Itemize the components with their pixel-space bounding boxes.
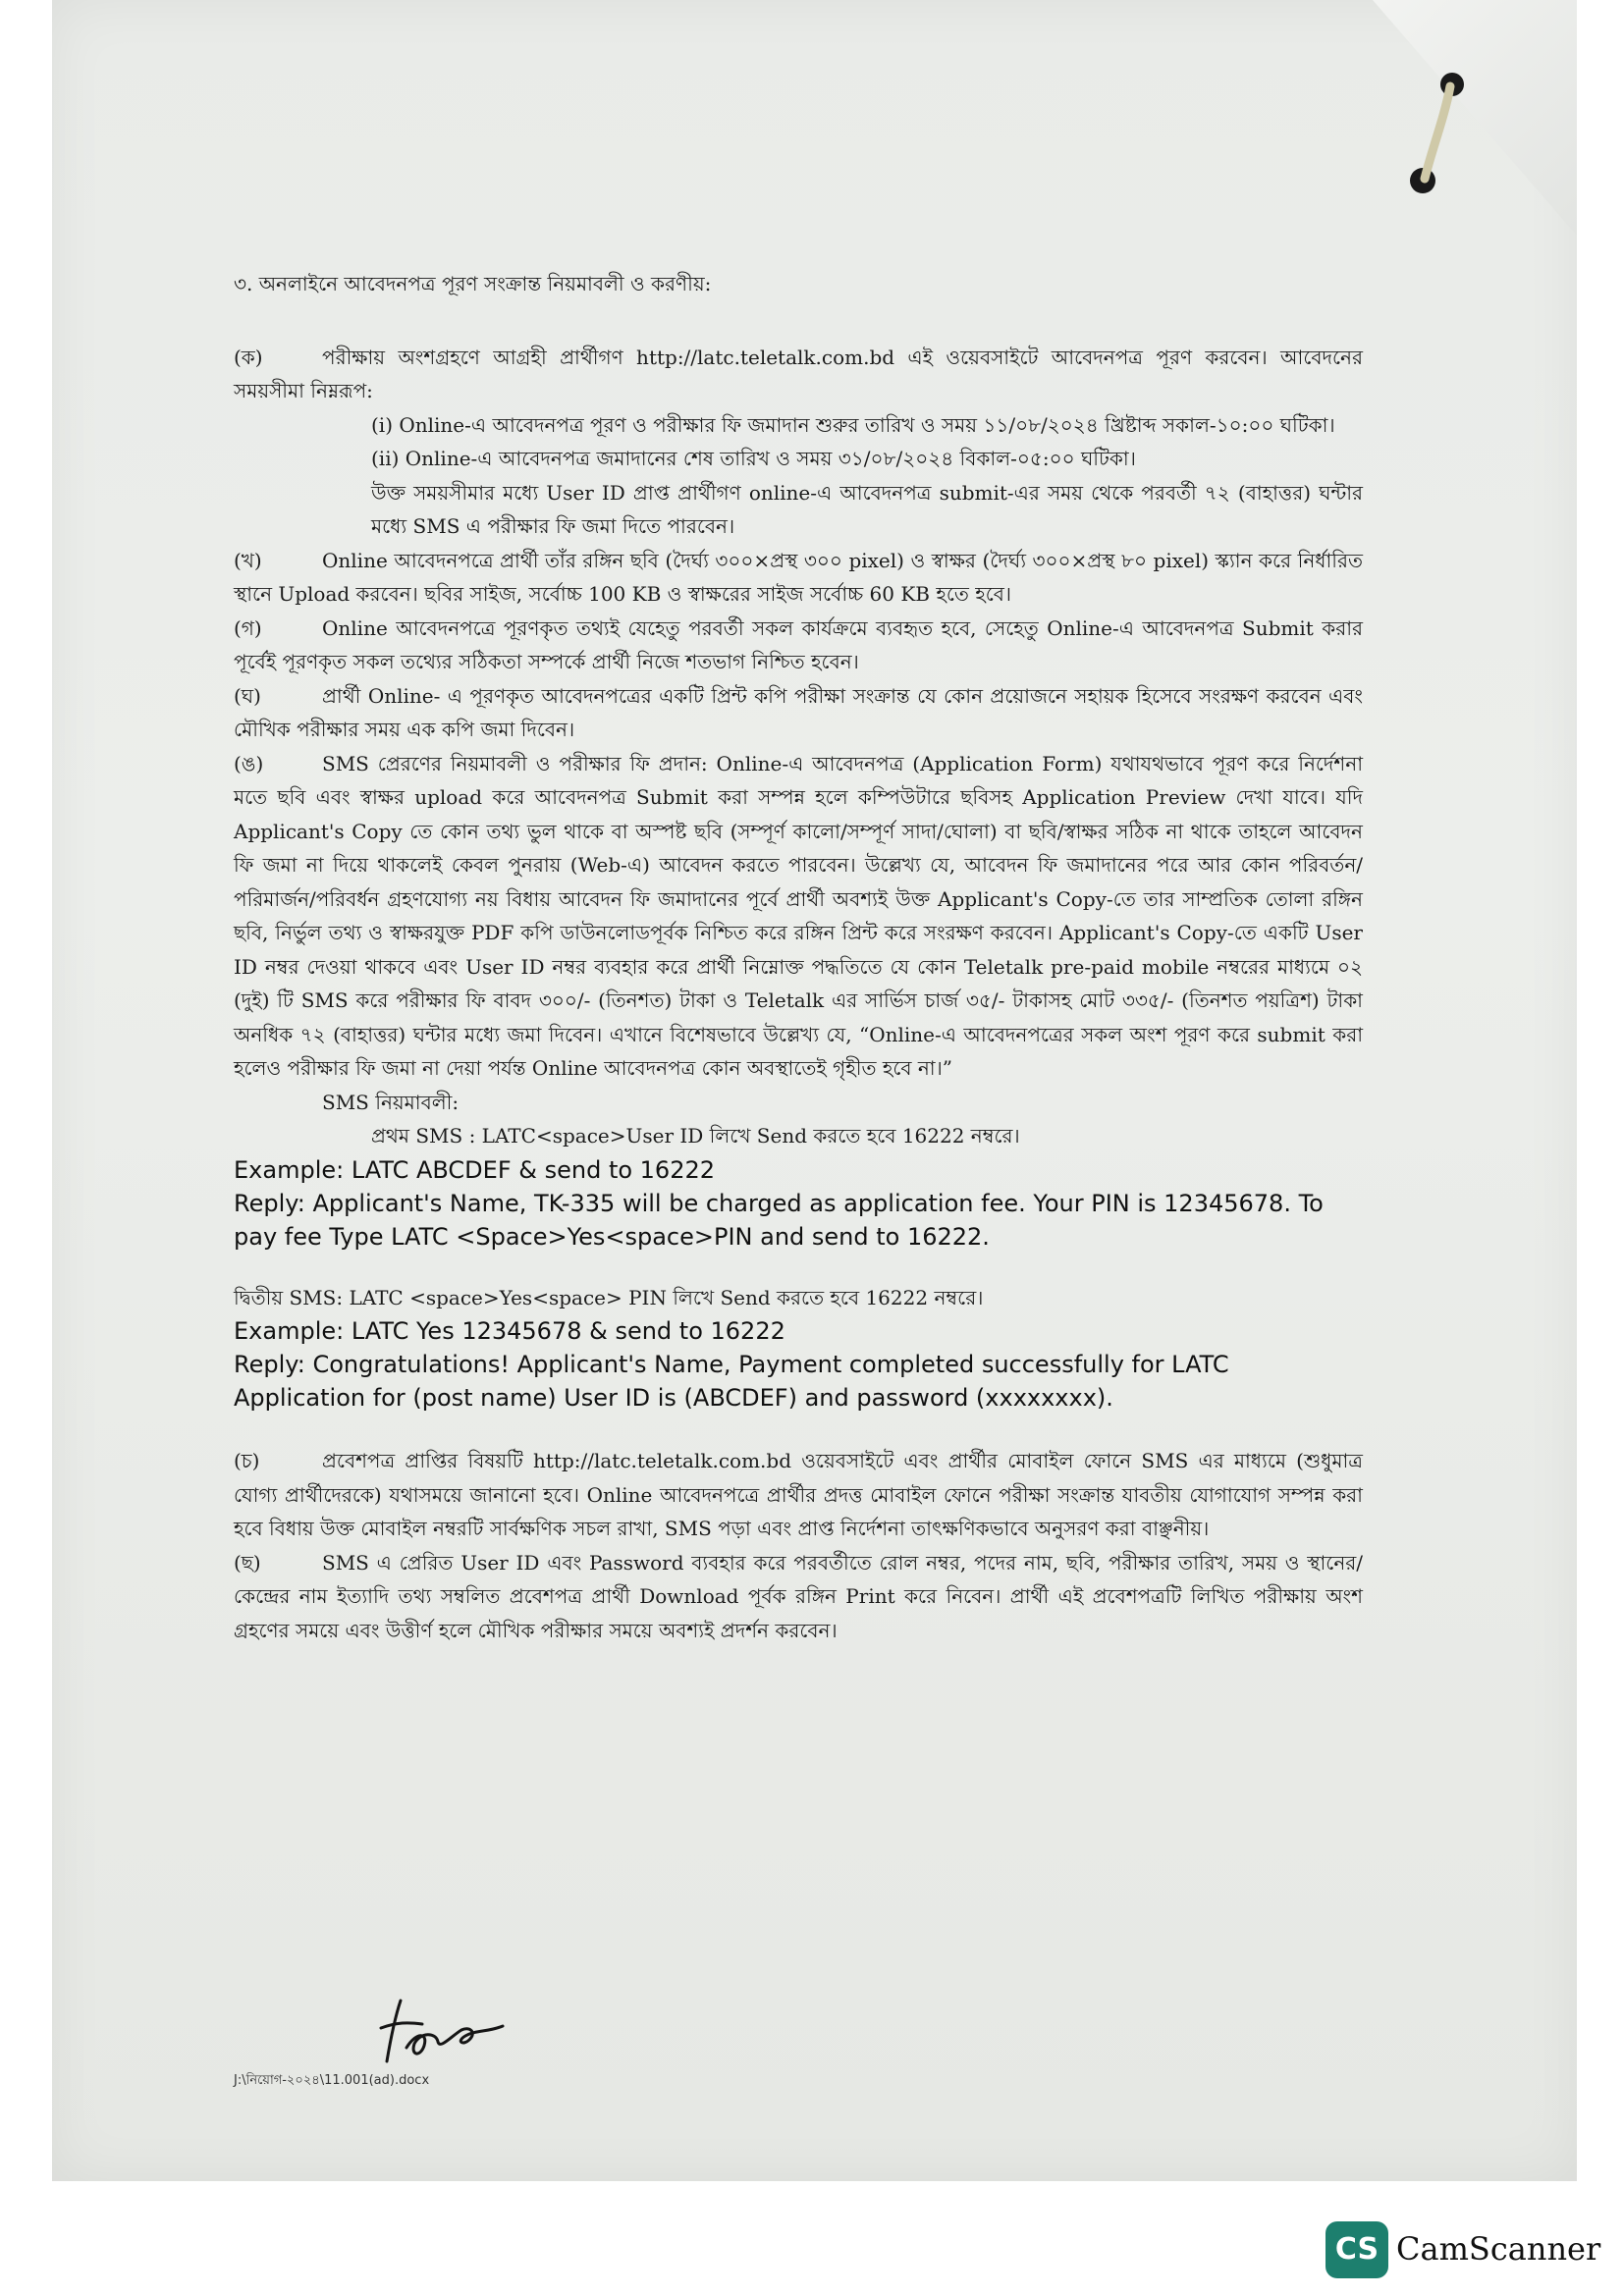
paragraph-ka-ii: (ii) Online-এ আবেদনপত্র জমাদানের শেষ তারিখ ও সময় ৩১/০৮/২০২৪ বিকাল-০৫:০০ ঘটিকা।	[371, 447, 1136, 470]
paragraph-ga	[234, 612, 1363, 679]
signature-icon	[367, 1993, 514, 2071]
item-label: (ঘ)	[234, 683, 261, 708]
item-label: (খ)	[234, 548, 262, 572]
item-label: (ক)	[234, 345, 263, 369]
sms-first-example: Example: LATC ABCDEF & send to 16222	[234, 1155, 716, 1184]
document-body	[234, 267, 1363, 1647]
item-label: (গ)	[234, 615, 262, 640]
camscanner-logo-icon: CS	[1325, 2221, 1388, 2278]
camscanner-brand: CamScanner	[1396, 2230, 1601, 2268]
paragraph-ka-note: উক্ত সময়সীমার মধ্যে User ID প্রাপ্ত প্রার্থীগণ online-এ আবেদনপত্র submit-এর সময় থেকে পরবর্তী ৭২ (বাহাত্তর) ঘন্টার মধ্যে SMS এ পরীক্ষার ফি জমা দিতে পারবেন।	[371, 480, 1363, 538]
item-text: SMS এ প্রেরিত User ID এবং Password ব্যবহার করে পরবর্তীতে রোল নম্বর, পদের নাম, ছবি, পরীক্ষার তারিখ, সময় ও স্থানের/কেন্দ্রের নাম ইত্যাদি তথ্য সম্বলিত প্রবেশপত্র প্রার্থী Download পূর্বক রঙ্গিন Print করে নিবেন। প্রার্থী এই প্রবেশপত্রটি লিখিত পরীক্ষায় অংশ গ্রহণের সময়ে এবং উত্তীর্ণ হলে মৌখিক পরীক্ষার সময়ে অবশ্যই প্রদর্শন করবেন।	[234, 1550, 1363, 1642]
staple-icon	[1405, 59, 1474, 206]
paragraph-gha	[234, 679, 1363, 747]
item-text: পরীক্ষায় অংশগ্রহণে আগ্রহী প্রার্থীগণ http://latc.teletalk.com.bd এই ওয়েবসাইটে আবেদনপত্র পূরণ করবেন। আবেদনের সময়সীমা নিম্নরূপ:	[234, 345, 1363, 402]
paragraph-ca	[234, 1444, 1363, 1546]
file-path: J:\নিয়োগ-২০২৪\11.001(ad).docx	[234, 2073, 430, 2088]
spacer	[234, 1415, 1363, 1444]
spacer	[234, 1254, 1363, 1281]
sms-rules-title: SMS নিয়মাবলী:	[322, 1090, 460, 1114]
item-text: SMS প্রেরণের নিয়মাবলী ও পরীক্ষার ফি প্রদান: Online-এ আবেদনপত্র (Application Form) যথাযথভাবে পূরণ করে নির্দেশনা মতে ছবি এবং স্বাক্ষর upload করে আবেদনপত্র Submit করা সম্পন্ন হলে কম্পিউটারে ছবিসহ Application Preview দেখা যাবে। যদি Applicant's Copy তে কোন তথ্য ভুল থাকে বা অস্পষ্ট ছবি (সম্পূর্ণ কালো/সম্পূর্ণ সাদা/ঘোলা) বা ছবি/স্বাক্ষর সঠিক না থাকে তাহলে আবেদন ফি জমা না দিয়ে থাকলেই কেবল পুনরায় (Web-এ) আবেদন করতে পারবেন। উল্লেখ্য যে, আবেদন ফি জমাদানের পরে আর কোন পরিবর্তন/পরিমার্জন/পরিবর্ধন গ্রহণযোগ্য নয় বিধায় আবেদন ফি জমাদানের পূর্বে প্রার্থী অবশ্যই উক্ত Applicant's Copy-তে তার সাম্প্রতিক তোলা রঙ্গিন ছবি, নির্ভুল তথ্য ও স্বাক্ষরযুক্ত PDF কপি ডাউনলোডপূর্বক নিশ্চিত করে রঙ্গিন প্রিন্ট করে সংরক্ষণ করবেন। Applicant's Copy-তে একটি User ID নম্বর দেওয়া থাকবে এবং User ID নম্বর ব্যবহার করে প্রার্থী নিম্নোক্ত পদ্ধতিতে যে কোন Teletalk pre-paid mobile নম্বরের মাধ্যমে ০২ (দুই) টি SMS করে পরীক্ষার ফি বাবদ ৩০০/- (তিনশত) টাকা ও Teletalk এর সার্ভিস চার্জ ৩৫/- টাকাসহ মোট ৩৩৫/- (তিনশত পয়ত্রিশ) টাকা অনধিক ৭২ (বাহাত্তর) ঘন্টার মধ্যে জমা দিবেন। এখানে বিশেষভাবে উল্লেখ্য যে, “Online-এ আবেদনপত্রের সকল অংশ পূরণ করে submit করা হলেও পরীক্ষার ফি জমা না দেয়া পর্যন্ত Online আবেদনপত্র কোন অবস্থাতেই গৃহীত হবে না।”	[234, 751, 1363, 1080]
sms-second-reply: Reply: Congratulations! Applicant's Name, Payment completed successfully for LATC Application for (post name) User ID is (ABCDEF) and password (xxxxxxxx).	[234, 1351, 1229, 1412]
item-text: Online আবেদনপত্রে পূরণকৃত তথ্যই যেহেতু পরবর্তী সকল কার্যক্রমে ব্যবহৃত হবে, সেহেতু Online-এ আবেদনপত্র Submit করার পূর্বেই পূরণকৃত সকল তথ্যের সঠিকতা সম্পর্কে প্রার্থী নিজে শতভাগ নিশ্চিত হবেন।	[234, 615, 1363, 673]
sms-second-example: Example: LATC Yes 12345678 & send to 16222	[234, 1317, 785, 1345]
item-text: প্রবেশপত্র প্রাপ্তির বিষয়টি http://latc.teletalk.com.bd ওয়েবসাইটে এবং প্রার্থীর মোবাইল ফোনে SMS এর মাধ্যমে (শুধুমাত্র যোগ্য প্রার্থীদেরকে) যথাসময়ে জানানো হবে। Online আবেদনপত্রে প্রার্থীর প্রদত্ত মোবাইল ফোনে পরীক্ষা সংক্রান্ত যাবতীয় যোগাযোগ সম্পন্ন করা হবে বিধায় উক্ত মোবাইল নম্বরটি সার্বক্ষণিক সচল রাখা, SMS পড়া এবং প্রাপ্ত নির্দেশনা তাৎক্ষণিকভাবে অনুসরণ করা বাঞ্ছনীয়।	[234, 1449, 1363, 1540]
paragraph-kha	[234, 544, 1363, 612]
paragraph-cha	[234, 1546, 1363, 1648]
sms-first-reply: Reply: Applicant's Name, TK-335 will be charged as application fee. Your PIN is 12345678. To pay fee Type LATC <Space>Yes<space>PIN and send to 16222.	[234, 1189, 1324, 1251]
item-text: প্রার্থী Online- এ পূরণকৃত আবেদনপত্রের একটি প্রিন্ট কপি পরীক্ষা সংক্রান্ত যে কোন প্রয়োজনে সহায়ক হিসেবে সংরক্ষণ করবেন এবং মৌখিক পরীক্ষার সময় এক কপি জমা দিবেন।	[234, 683, 1363, 741]
item-text: Online আবেদনপত্রে প্রার্থী তাঁর রঙ্গিন ছবি (দৈর্ঘ্য ৩০০×প্রস্থ ৩০০ pixel) ও স্বাক্ষর (দৈর্ঘ্য ৩০০×প্রস্থ ৮০ pixel) স্ক্যান করে নির্ধারিত স্থানে Upload করবেন। ছবির সাইজ, সর্বোচ্চ 100 KB ও স্বাক্ষরের সাইজ সর্বোচ্চ 60 KB হতে হবে।	[234, 548, 1364, 606]
section-heading: ৩. অনলাইনে আবেদনপত্র পূরণ সংক্রান্ত নিয়মাবলী ও করণীয়:	[234, 272, 712, 295]
paragraph-ka-i: (i) Online-এ আবেদনপত্র পূরণ ও পরীক্ষার ফি জমাদান শুরুর তারিখ ও সময় ১১/০৮/২০২৪ খ্রিষ্টাব্দ সকাল-১০:০০ ঘটিকা।	[371, 412, 1335, 437]
item-label: (চ)	[234, 1449, 260, 1472]
sms-first: প্রথম SMS : LATC<space>User ID লিখে Send করতে হবে 16222 নম্বরে।	[371, 1124, 1020, 1148]
item-label: (ছ)	[234, 1550, 261, 1575]
item-label: (ঙ)	[234, 751, 264, 775]
sms-second: দ্বিতীয় SMS: LATC <space>Yes<space> PIN লিখে Send করতে হবে 16222 নম্বরে।	[234, 1285, 984, 1309]
paragraph-uo	[234, 747, 1363, 1086]
paragraph-ka	[234, 341, 1363, 408]
